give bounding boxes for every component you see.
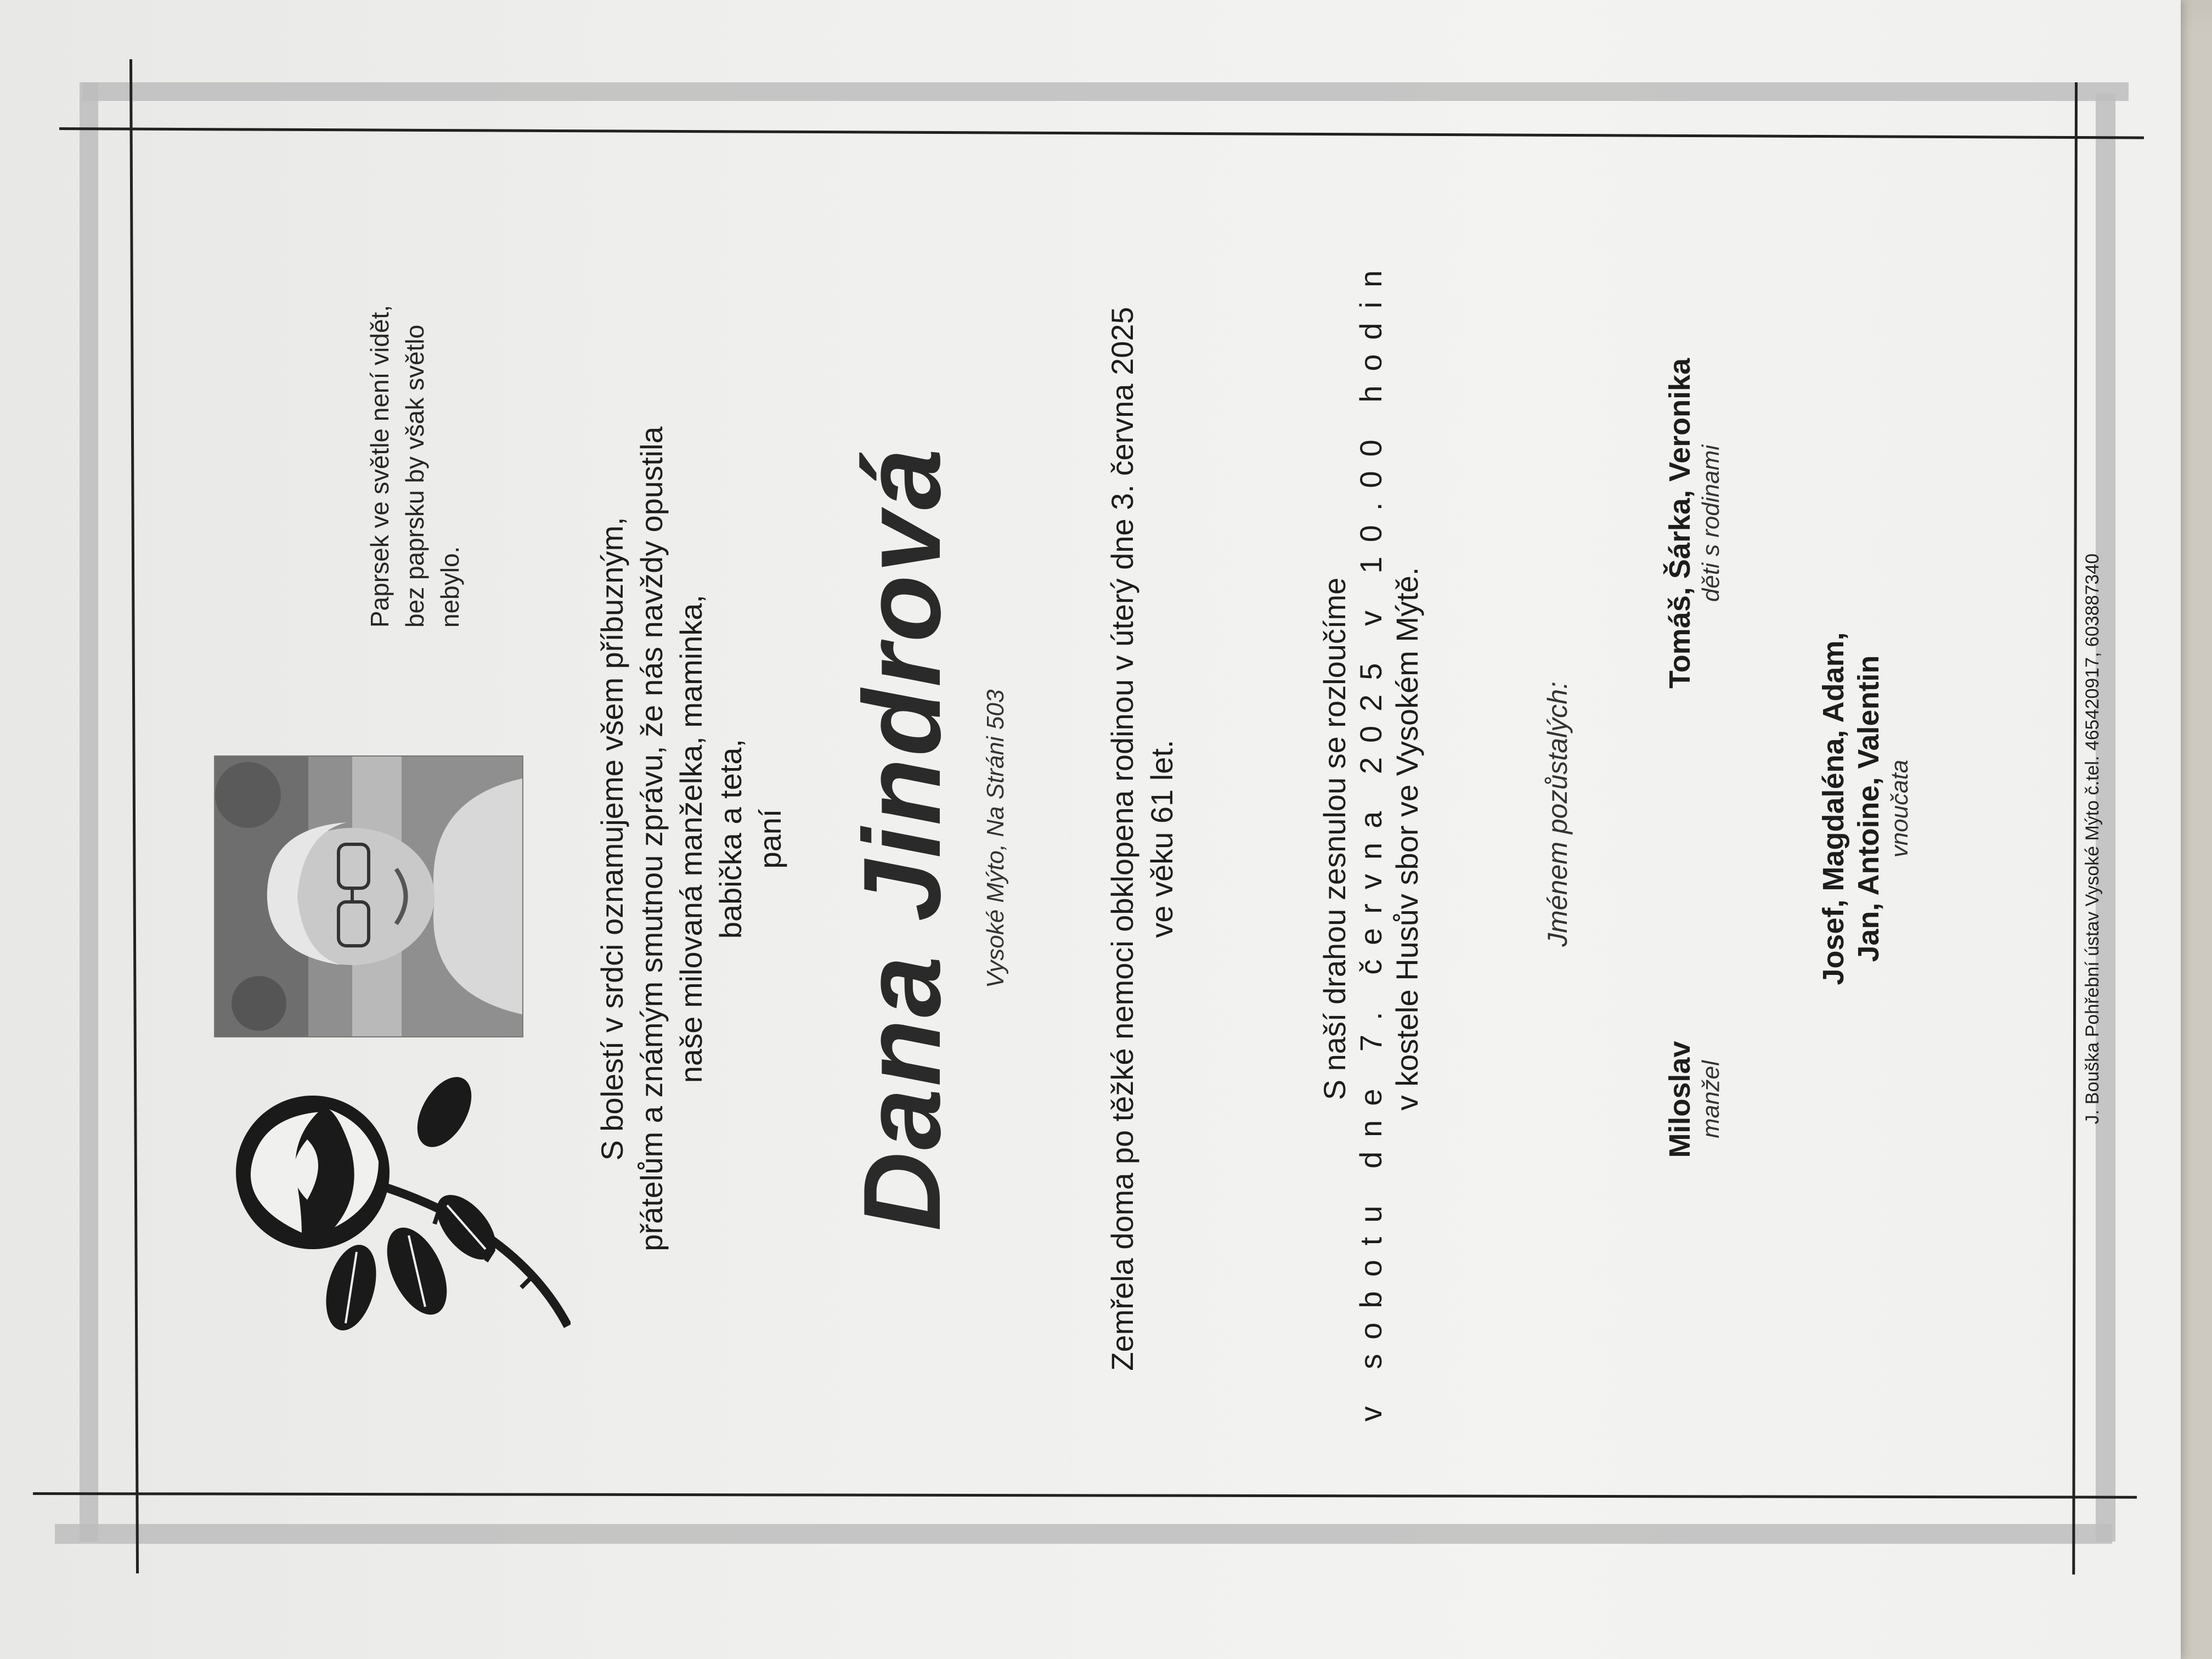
announcement-line-5: paní <box>753 809 787 869</box>
funeral-line-3: v kostele Husův sbor ve Vysokém Mýtě. <box>1390 567 1424 1111</box>
relative-husband <box>1662 995 1725 1204</box>
death-line-1: Zemřela doma po těžké nemoci obklopena rodinou v úterý dne 3. června 2025 <box>1105 307 1139 1371</box>
announcement-line-2: přátelům a známým smutnou zprávu, že nás navždy opustila <box>634 426 669 1251</box>
grandchildren-line-1: Josef, Magdaléna, Adam, <box>1817 632 1850 985</box>
poem-line-3: nebylo. <box>436 546 464 628</box>
death-line-2: ve věku 61 let. <box>1144 740 1179 938</box>
portrait-image <box>215 757 522 1036</box>
announcement-line-3: naše milovaná manželka, maminka, <box>674 594 708 1084</box>
funeral-home-footer: J. Bouška Pohřební ústav Vysoké Mýto č.tel. 465420917, 603887340 <box>2082 553 2103 1125</box>
poem <box>362 79 467 628</box>
grandchildren-line-2: Jan, Antoine, Valentin <box>1852 655 1885 962</box>
funeral-info <box>1317 246 1425 1431</box>
husband-role: manžel <box>1697 1060 1724 1138</box>
children-names: Tomáš, Šárka, Veronika <box>1663 358 1696 689</box>
rose-ornament <box>208 1052 571 1337</box>
children-role: děti s rodinami <box>1697 444 1724 602</box>
rose-icon <box>208 1052 571 1337</box>
portrait-photo <box>214 755 523 1037</box>
on-behalf-label: Jménem pozůstalých: <box>1542 681 1573 947</box>
deceased-address: Vysoké Mýto, Na Stráni 503 <box>982 689 1009 989</box>
poem-line-1: Paprsek ve světle není vidět, <box>365 304 394 628</box>
announcement-line-1: S bolestí v srdci oznamujeme všem příbuzným, <box>595 517 629 1161</box>
announcement-line-4: babička a teta, <box>713 738 748 939</box>
layout-anchor <box>0 356 1 1322</box>
announcement <box>592 356 790 1322</box>
deceased-name: Dana Jindrová <box>841 446 963 1232</box>
poem-line-2: bez paprsku by však světlo <box>400 324 429 628</box>
funeral-line-1: S naší drahou zesnulou se rozloučíme <box>1317 577 1352 1101</box>
grandchildren-role: vnoučata <box>1886 759 1913 858</box>
husband-name: Miloslav <box>1663 1041 1696 1158</box>
funeral-line-2: v sobotu dne 7. června 2025 v 10.00 hodin <box>1353 256 1388 1422</box>
relative-grandchildren <box>1816 562 1914 1056</box>
death-notice <box>1103 246 1182 1431</box>
relative-children <box>1662 315 1725 732</box>
